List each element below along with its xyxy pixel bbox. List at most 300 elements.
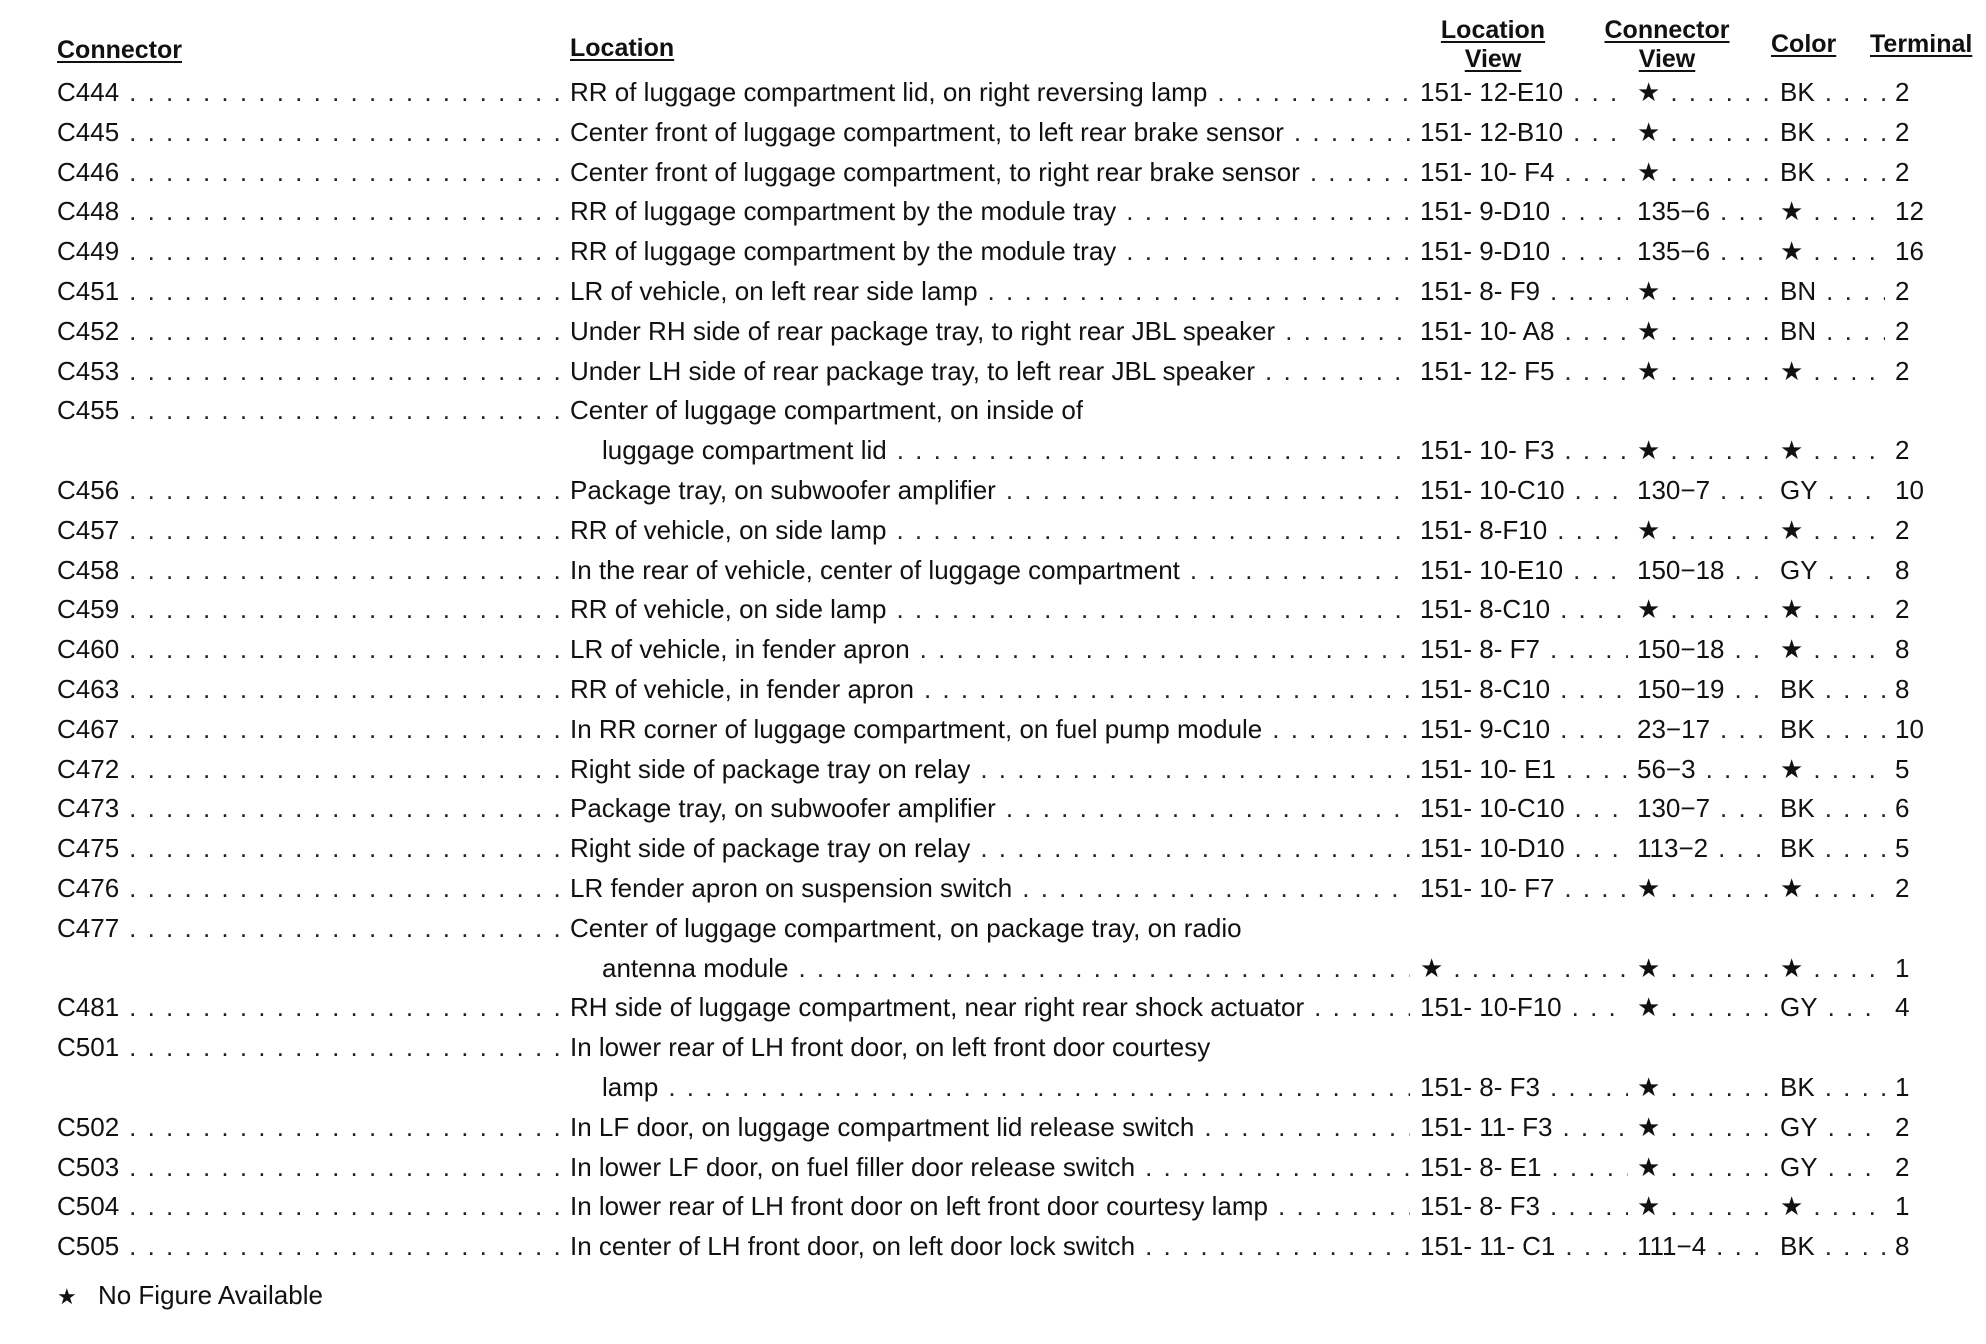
dot-leader (1828, 550, 1885, 590)
cell-color: BK (1780, 674, 1815, 704)
cell-color: ★ (1780, 873, 1804, 903)
cell-location: luggage compartment lid (602, 435, 887, 466)
cell-connector-view: 135−6 (1637, 196, 1711, 227)
dot-leader (1720, 470, 1770, 510)
table-row (0, 1226, 1986, 1266)
dot-leader (1560, 231, 1628, 271)
cell-location: LR of vehicle, on left rear side lamp (570, 276, 978, 306)
cell-connector: C456 (57, 475, 120, 505)
cell-connector-view: 150−18 (1637, 554, 1725, 585)
cell-color: GY (1780, 475, 1818, 505)
header-connector-view-line1: Connector (1604, 16, 1730, 44)
dot-leader (129, 550, 560, 590)
dot-leader (1825, 709, 1885, 749)
dot-leader (129, 1147, 560, 1187)
cell-location-view: 151- 8- F3 (1420, 1191, 1540, 1222)
cell-location-view: 151- 12-B10 (1420, 116, 1564, 147)
table-row (0, 152, 1986, 192)
cell-color: ★ (1780, 1191, 1804, 1222)
cell-color: ★ (1780, 435, 1804, 466)
dot-leader (1813, 351, 1885, 391)
dot-leader (1828, 987, 1885, 1027)
cell-connector-view: ★ (1637, 116, 1661, 147)
cell-connector: C481 (57, 992, 120, 1023)
table-row (0, 948, 1986, 988)
dot-leader (1564, 351, 1628, 391)
dot-leader (129, 470, 560, 510)
dot-leader (1670, 868, 1770, 908)
cell-location: antenna module (602, 952, 789, 983)
cell-location: RR of vehicle, in fender apron (570, 674, 914, 704)
table-row (0, 390, 1986, 430)
cell-terminal: 5 (1895, 753, 1910, 784)
cell-location: LR of vehicle, in fender apron (570, 634, 910, 665)
cell-connector-view: ★ (1637, 873, 1661, 903)
dot-leader (1217, 72, 1410, 112)
dot-leader (668, 1067, 1410, 1107)
dot-leader (1557, 510, 1628, 550)
header-terminal: Terminal (1870, 30, 1973, 58)
cell-connector-view: 111−4 (1637, 1231, 1707, 1262)
cell-location: RR of vehicle, on side lamp (570, 594, 887, 625)
dot-leader (129, 351, 560, 391)
cell-connector: C467 (57, 713, 120, 744)
cell-terminal: 6 (1895, 793, 1910, 824)
cell-terminal: 5 (1895, 833, 1910, 864)
cell-connector-view: ★ (1637, 1151, 1661, 1182)
cell-color: ★ (1780, 952, 1804, 983)
cell-terminal: 2 (1895, 315, 1910, 346)
cell-color: ★ (1780, 196, 1804, 227)
cell-location-view: 151- 8-C10 (1420, 674, 1551, 704)
table-row (0, 311, 1986, 351)
cell-connector: C446 (57, 156, 120, 187)
dot-leader (129, 709, 560, 749)
cell-connector: C476 (57, 873, 120, 903)
dot-leader (129, 231, 560, 271)
cell-connector: C502 (57, 1111, 120, 1142)
dot-leader (1813, 629, 1885, 669)
table-row (0, 191, 1986, 231)
dot-leader (1572, 987, 1628, 1027)
dot-leader (1670, 311, 1770, 351)
cell-location: Right side of package tray on relay (570, 753, 971, 784)
dot-leader (1826, 311, 1885, 351)
cell-terminal: 2 (1895, 355, 1910, 386)
cell-location: Package tray, on subwoofer amplifier (570, 475, 996, 505)
dot-leader (1670, 948, 1770, 988)
cell-location-view: 151- 10-C10 (1420, 475, 1565, 505)
cell-location: Right side of package tray on relay (570, 833, 971, 864)
table-row (0, 868, 1986, 908)
cell-terminal: 2 (1895, 156, 1910, 187)
header-color: Color (1771, 30, 1837, 58)
cell-location-view: 151- 10- F3 (1420, 435, 1555, 466)
dot-leader (129, 828, 560, 868)
table-row (0, 1147, 1986, 1187)
cell-location: RR of luggage compartment by the module tray (570, 236, 1117, 267)
cell-color: BK (1780, 833, 1815, 864)
star-icon: ★ (57, 1284, 77, 1309)
dot-leader (988, 271, 1410, 311)
dot-leader (1278, 1186, 1410, 1226)
table-row (0, 72, 1986, 112)
table-row (0, 510, 1986, 550)
dot-leader (1551, 1147, 1628, 1187)
cell-connector-view: ★ (1637, 992, 1661, 1023)
dot-leader (1560, 709, 1628, 749)
cell-location: Center of luggage compartment, on inside of (570, 395, 1084, 426)
dot-leader (896, 589, 1410, 629)
cell-terminal: 1 (1895, 1191, 1910, 1222)
cell-connector-view: ★ (1637, 1111, 1661, 1142)
dot-leader (1560, 589, 1628, 629)
cell-connector: C453 (57, 355, 120, 386)
cell-connector: C459 (57, 594, 120, 625)
cell-connector-view: 23−17 (1637, 713, 1711, 744)
cell-terminal: 2 (1895, 435, 1910, 466)
table-row (0, 987, 1986, 1027)
cell-connector-view: ★ (1637, 1191, 1661, 1222)
cell-location-view: 151- 10- E1 (1420, 753, 1556, 784)
header-location-view (1428, 16, 1558, 74)
cell-location: In the rear of vehicle, center of luggage compartment (570, 554, 1180, 585)
cell-location: In lower rear of LH front door on left front door courtesy lamp (570, 1191, 1269, 1222)
cell-connector: C445 (57, 116, 120, 147)
cell-terminal: 8 (1895, 1231, 1910, 1262)
dot-leader (129, 749, 560, 789)
cell-connector: C452 (57, 315, 120, 346)
cell-location-view: 151- 10- F4 (1420, 156, 1555, 187)
cell-terminal: 4 (1895, 992, 1910, 1023)
dot-leader (1813, 510, 1885, 550)
dot-leader (1813, 948, 1885, 988)
dot-leader (1670, 351, 1770, 391)
dot-leader (1145, 1226, 1410, 1266)
dot-leader (1825, 1226, 1885, 1266)
dot-leader (1825, 112, 1885, 152)
cell-connector: C475 (57, 833, 120, 864)
cell-location: In center of LH front door, on left door lock switch (570, 1231, 1136, 1262)
cell-location-view: 151- 12- F5 (1420, 355, 1555, 386)
cell-connector-view: 135−6 (1637, 236, 1711, 267)
dot-leader (980, 749, 1410, 789)
table-row (0, 908, 1986, 948)
table-row (0, 430, 1986, 470)
dot-leader (129, 152, 560, 192)
table-row (0, 828, 1986, 868)
cell-connector-view: 150−19 (1637, 674, 1725, 704)
cell-location: RR of vehicle, on side lamp (570, 514, 887, 545)
cell-terminal: 10 (1895, 713, 1924, 744)
cell-connector-view: ★ (1637, 77, 1661, 107)
table-row (0, 1067, 1986, 1107)
dot-leader (1670, 1067, 1770, 1107)
cell-connector-view: ★ (1637, 514, 1661, 545)
cell-terminal: 1 (1895, 952, 1910, 983)
cell-terminal: 2 (1895, 1151, 1910, 1182)
cell-location-view: 151- 10-F10 (1420, 992, 1562, 1023)
dot-leader (1575, 470, 1628, 510)
cell-terminal: 8 (1895, 674, 1910, 704)
dot-leader (1550, 271, 1628, 311)
dot-leader (1813, 589, 1885, 629)
cell-terminal: 8 (1895, 634, 1910, 665)
dot-leader (1550, 1067, 1628, 1107)
dot-leader (1575, 788, 1628, 828)
table-row (0, 709, 1986, 749)
dot-leader (1670, 72, 1770, 112)
cell-connector-view: 130−7 (1637, 793, 1711, 824)
cell-location: Under RH side of rear package tray, to right rear JBL speaker (570, 315, 1276, 346)
table-row (0, 589, 1986, 629)
dot-leader (129, 72, 560, 112)
dot-leader (980, 828, 1410, 868)
table-row (0, 1027, 1986, 1067)
dot-leader (1006, 788, 1410, 828)
dot-leader (1573, 72, 1628, 112)
dot-leader (1564, 430, 1628, 470)
dot-leader (129, 112, 560, 152)
dot-leader (1145, 1147, 1410, 1187)
cell-connector-view: ★ (1637, 276, 1661, 306)
cell-location: Center front of luggage compartment, to left rear brake sensor (570, 116, 1284, 147)
cell-color: BK (1780, 793, 1815, 824)
dot-leader (1825, 1067, 1885, 1107)
cell-location-view: 151- 11- F3 (1420, 1111, 1553, 1142)
dot-leader (1813, 749, 1885, 789)
dot-leader (1126, 191, 1410, 231)
dot-leader (1272, 709, 1410, 749)
cell-terminal: 2 (1895, 1111, 1910, 1142)
dot-leader (1720, 709, 1770, 749)
cell-connector: C477 (57, 912, 120, 943)
dot-leader (129, 390, 560, 430)
dot-leader (1670, 430, 1770, 470)
cell-connector-view: ★ (1637, 594, 1661, 625)
dot-leader (896, 510, 1410, 550)
cell-connector: C444 (57, 77, 120, 107)
dot-leader (1828, 470, 1885, 510)
dot-leader (1550, 1186, 1628, 1226)
dot-leader (1670, 510, 1770, 550)
cell-color: BK (1780, 116, 1815, 147)
dot-leader (1562, 1107, 1628, 1147)
dot-leader (1706, 749, 1770, 789)
cell-connector: C455 (57, 395, 120, 426)
cell-location-view: 151- 9-D10 (1420, 196, 1551, 227)
cell-location: Package tray, on subwoofer amplifier (570, 793, 996, 824)
cell-connector-view: 130−7 (1637, 475, 1711, 505)
cell-color: BK (1780, 156, 1815, 187)
cell-location-view: 151- 10-C10 (1420, 793, 1565, 824)
dot-leader (1828, 1107, 1885, 1147)
dot-leader (1560, 191, 1628, 231)
table-row (0, 1107, 1986, 1147)
cell-terminal: 2 (1895, 276, 1910, 306)
cell-color: GY (1780, 554, 1818, 585)
cell-connector: C458 (57, 554, 120, 585)
cell-terminal: 16 (1895, 236, 1924, 267)
cell-location-view: ★ (1420, 952, 1444, 983)
cell-location-view: 151- 9-C10 (1420, 713, 1551, 744)
cell-connector: C460 (57, 634, 120, 665)
dot-leader (1670, 589, 1770, 629)
cell-location: LR fender apron on suspension switch (570, 873, 1013, 903)
dot-leader (1575, 828, 1628, 868)
table-row (0, 351, 1986, 391)
cell-location-view: 151- 10-D10 (1420, 833, 1565, 864)
cell-connector: C449 (57, 236, 120, 267)
dot-leader (1720, 788, 1770, 828)
cell-terminal: 2 (1895, 514, 1910, 545)
dot-leader (129, 510, 560, 550)
dot-leader (1813, 430, 1885, 470)
dot-leader (1204, 1107, 1410, 1147)
cell-color: BN (1780, 315, 1817, 346)
table-row (0, 112, 1986, 152)
cell-location-view: 151- 8- E1 (1420, 1151, 1542, 1182)
dot-leader (1828, 1147, 1885, 1187)
dot-leader (129, 1186, 560, 1226)
cell-color: ★ (1780, 634, 1804, 665)
dot-leader (1825, 72, 1885, 112)
cell-connector-view: ★ (1637, 355, 1661, 386)
cell-location-view: 151- 9-D10 (1420, 236, 1551, 267)
dot-leader (1720, 191, 1770, 231)
dot-leader (1566, 749, 1628, 789)
cell-location-view: 151- 8- F3 (1420, 1072, 1540, 1102)
cell-location: RR of luggage compartment by the module tray (570, 196, 1117, 227)
cell-location-view: 151- 11- C1 (1420, 1231, 1556, 1262)
cell-connector-view: 150−18 (1637, 634, 1725, 665)
dot-leader (1265, 351, 1410, 391)
dot-leader (920, 629, 1410, 669)
dot-leader (129, 589, 560, 629)
dot-leader (129, 987, 560, 1027)
dot-leader (129, 1226, 560, 1266)
cell-connector: C501 (57, 1032, 120, 1063)
cell-color: GY (1780, 1111, 1818, 1142)
dot-leader (1813, 1186, 1885, 1226)
cell-connector: C505 (57, 1231, 120, 1262)
cell-connector: C451 (57, 276, 120, 306)
table-row (0, 550, 1986, 590)
header-location-view-line2: View (1464, 45, 1522, 73)
dot-leader (1670, 1107, 1770, 1147)
dot-leader (1314, 987, 1410, 1027)
cell-location-view: 151- 8-F10 (1420, 514, 1548, 545)
cell-color: ★ (1780, 753, 1804, 784)
footnote (57, 1275, 323, 1317)
dot-leader (897, 430, 1410, 470)
dot-leader (1825, 828, 1885, 868)
dot-leader (1670, 1186, 1770, 1226)
cell-connector-view: ★ (1637, 1072, 1661, 1102)
cell-terminal: 2 (1895, 594, 1910, 625)
dot-leader (1670, 152, 1770, 192)
cell-color: GY (1780, 992, 1818, 1023)
dot-leader (1564, 152, 1628, 192)
table-row (0, 629, 1986, 669)
cell-connector: C448 (57, 196, 120, 227)
dot-leader (1734, 629, 1770, 669)
cell-color: BK (1780, 1072, 1815, 1102)
dot-leader (1573, 550, 1628, 590)
table-row (0, 788, 1986, 828)
dot-leader (129, 669, 560, 709)
dot-leader (129, 1027, 560, 1067)
dot-leader (1564, 311, 1628, 351)
table-row (0, 669, 1986, 709)
dot-leader (1126, 231, 1410, 271)
dot-leader (129, 191, 560, 231)
cell-location-view: 151- 12-E10 (1420, 77, 1564, 107)
dot-leader (1022, 868, 1410, 908)
cell-connector-view: ★ (1637, 156, 1661, 187)
cell-terminal: 12 (1895, 196, 1924, 227)
cell-connector-view: ★ (1637, 435, 1661, 466)
cell-connector: C473 (57, 793, 120, 824)
header-location: Location (570, 34, 675, 62)
dot-leader (1813, 868, 1885, 908)
cell-terminal: 2 (1895, 116, 1910, 147)
dot-leader (129, 788, 560, 828)
dot-leader (129, 868, 560, 908)
cell-connector-view: 56−3 (1637, 753, 1696, 784)
header-connector: Connector (57, 36, 182, 64)
cell-connector-view: 113−2 (1637, 833, 1709, 864)
header-connector-view (1592, 16, 1742, 74)
cell-color: ★ (1780, 514, 1804, 545)
footnote-text: No Figure Available (97, 1280, 323, 1310)
dot-leader (129, 629, 560, 669)
dot-leader (1670, 987, 1770, 1027)
dot-leader (1734, 669, 1770, 709)
dot-leader (1734, 550, 1770, 590)
cell-location-view: 151- 8- F9 (1420, 276, 1540, 306)
cell-location-view: 151- 10- F7 (1420, 873, 1555, 903)
dot-leader (924, 669, 1410, 709)
dot-leader (129, 311, 560, 351)
dot-leader (1294, 112, 1410, 152)
dot-leader (1716, 1226, 1770, 1266)
cell-connector-view: ★ (1637, 315, 1661, 346)
dot-leader (1310, 152, 1410, 192)
cell-location: Center front of luggage compartment, to right rear brake sensor (570, 156, 1300, 187)
cell-location-view: 151- 8- F7 (1420, 634, 1540, 665)
cell-connector: C457 (57, 514, 120, 545)
dot-leader (1285, 311, 1410, 351)
dot-leader (1565, 1226, 1628, 1266)
header-connector-view-line2: View (1638, 45, 1696, 73)
cell-color: GY (1780, 1151, 1818, 1182)
dot-leader (129, 908, 560, 948)
dot-leader (129, 1107, 560, 1147)
cell-location: In lower rear of LH front door, on left front door courtesy (570, 1032, 1211, 1063)
cell-connector: C463 (57, 674, 120, 704)
cell-connector: C504 (57, 1191, 120, 1222)
dot-leader (1550, 629, 1628, 669)
dot-leader (1564, 868, 1628, 908)
cell-location: RH side of luggage compartment, near right rear shock actuator (570, 992, 1305, 1023)
dot-leader (1670, 271, 1770, 311)
table-row (0, 271, 1986, 311)
cell-location: In lower LF door, on fuel filler door release switch (570, 1151, 1136, 1182)
cell-terminal: 1 (1895, 1072, 1910, 1102)
header-location-view-line1: Location (1440, 16, 1546, 44)
table-row (0, 470, 1986, 510)
